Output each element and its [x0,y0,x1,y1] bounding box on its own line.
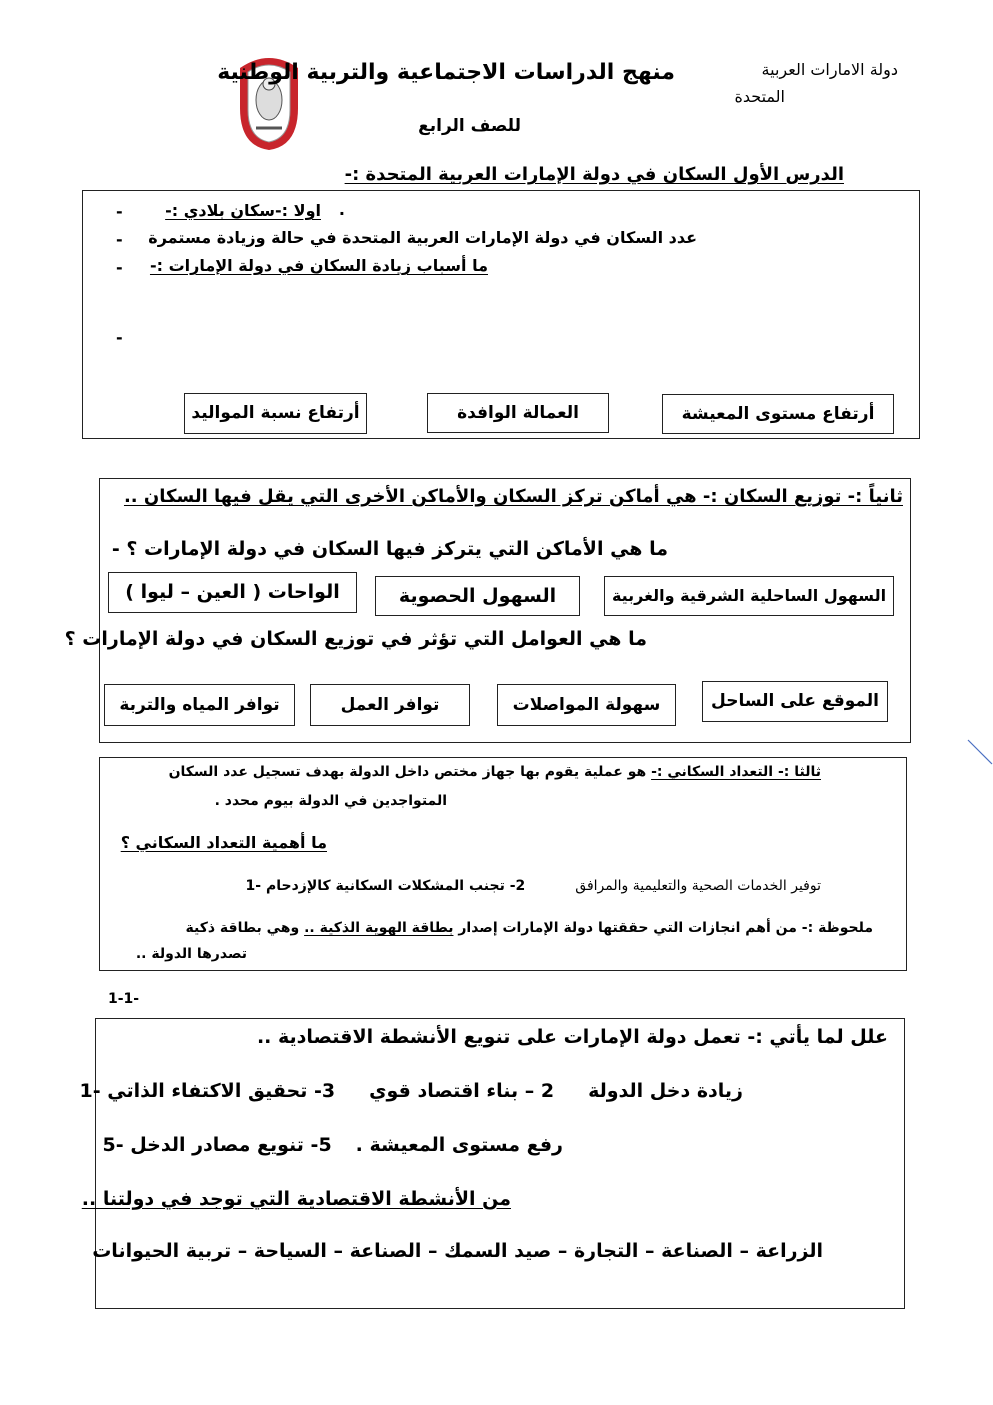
reason-3: 3- تحقيق الاكتفاء الذاتي -1 [79,1080,336,1102]
factors-question: ما هي العوامل التي تؤثر في توزيع السكان في دولة الإمارات ؟ [64,628,647,650]
census-importance-question: ما أهمية التعداد السكاني ؟ [120,833,327,852]
reason-5: 5- تنويع مصادر الدخل -5 [102,1134,332,1156]
census-definition-text: هو عملية يقوم بها جهاز مختص داخل الدولة بهدف تسجيل عدد السكان [168,764,652,780]
census-benefit-2: 2- تجنب المشكلات السكانية كالإزدحام -1 [245,878,526,894]
factor-jobs: توافر العمل [310,684,470,726]
place-gravel-plains: السهول الحصوية [375,576,580,616]
grade-label: للصف الرابع [418,116,521,136]
country-name-line2: المتحدة [734,87,785,106]
bullet: - [116,258,123,277]
section-economic-activities [95,1018,905,1309]
census-definition-line2: المتواجدين في الدولة بيوم محدد . [214,793,447,809]
section2-heading: ثانياً :- توزيع السكان :- هي أماكن تركز السكان والأماكن الأخرى التي يقل فيها السكان .. [123,486,903,507]
stray-line-mark [966,738,993,766]
factor-transport: سهولة المواصلات [497,684,676,726]
concentration-question: ما هي الأماكن التي يتركز فيها السكان في دولة الإمارات ؟ - [111,538,668,560]
country-name-line1: دولة الامارات العربية [761,60,898,79]
census-benefits-row [246,878,821,895]
section3-heading: ثالثا :- التعداد السكاني :- [651,764,821,780]
census-definition [169,764,821,781]
place-oases: الواحات ( العين – ليوا ) [108,572,357,613]
factor-water-soil: توافر المياه والتربة [104,684,295,726]
curriculum-title: منهج الدراسات الاجتماعية والتربية الوطنية [217,60,675,85]
activities-subheading: من الأنشطة الاقتصادية التي توجد في دولتنا .. [81,1188,511,1210]
lesson-title: الدرس الأول السكان في دولة الإمارات العربية المتحدة :- [344,164,844,185]
section-census [99,757,907,971]
reasons-row-1 [80,1080,744,1103]
bullet: - [116,202,123,221]
bullet: - [116,230,123,249]
cause-living-standard: أرتفاع مستوى المعيشة [662,394,894,434]
smart-id-note [186,920,873,937]
cause-foreign-labor: العمالة الوافدة [427,393,609,433]
section1-heading: اولا :-سكان بلادي :- [165,201,321,220]
smart-id-card: بطاقة الهوية الذكية .. [304,920,454,936]
bullet: - [116,328,123,347]
growth-causes-question: ما أسباب زيادة السكان في دولة الإمارات :- [149,256,488,275]
note-suffix: وهي بطاقة ذكية [185,920,305,936]
smart-id-note-line2: تصدرها الدولة .. [135,946,247,962]
census-benefit-1: توفير الخدمات الصحية والتعليمية والمرافق [575,878,821,894]
section1-dot: . [338,200,345,219]
place-coastal-plains: السهول الساحلية الشرقية والغربية [604,576,894,616]
activities-list: الزراعة – الصناعة – التجارة – صيد السمك – الصناعة – السياحة – تربية الحيوانات [92,1240,823,1262]
note-prefix: ملحوظة :- من أهم انجازات التي حققتها دولة الإمارات إصدار [453,920,873,936]
reason-4: رفع مستوى المعيشة . [355,1134,563,1156]
factor-coastal-location: الموقع على الساحل [702,681,888,722]
page-number: 1-1- [108,991,140,1007]
reasons-row-2 [102,1134,563,1157]
population-growth-text: عدد السكان في دولة الإمارات العربية المتحدة في حالة وزيادة مستمرة [148,228,697,247]
section4-heading: علل لما يأتي :- تعمل دولة الإمارات على تنويع الأنشطة الاقتصادية .. [256,1026,888,1048]
cause-birth-rate: أرتفاع نسبة المواليد [184,393,367,434]
reason-1: زيادة دخل الدولة [588,1080,743,1102]
reason-2: 2 – بناء اقتصاد قوي [369,1080,555,1102]
